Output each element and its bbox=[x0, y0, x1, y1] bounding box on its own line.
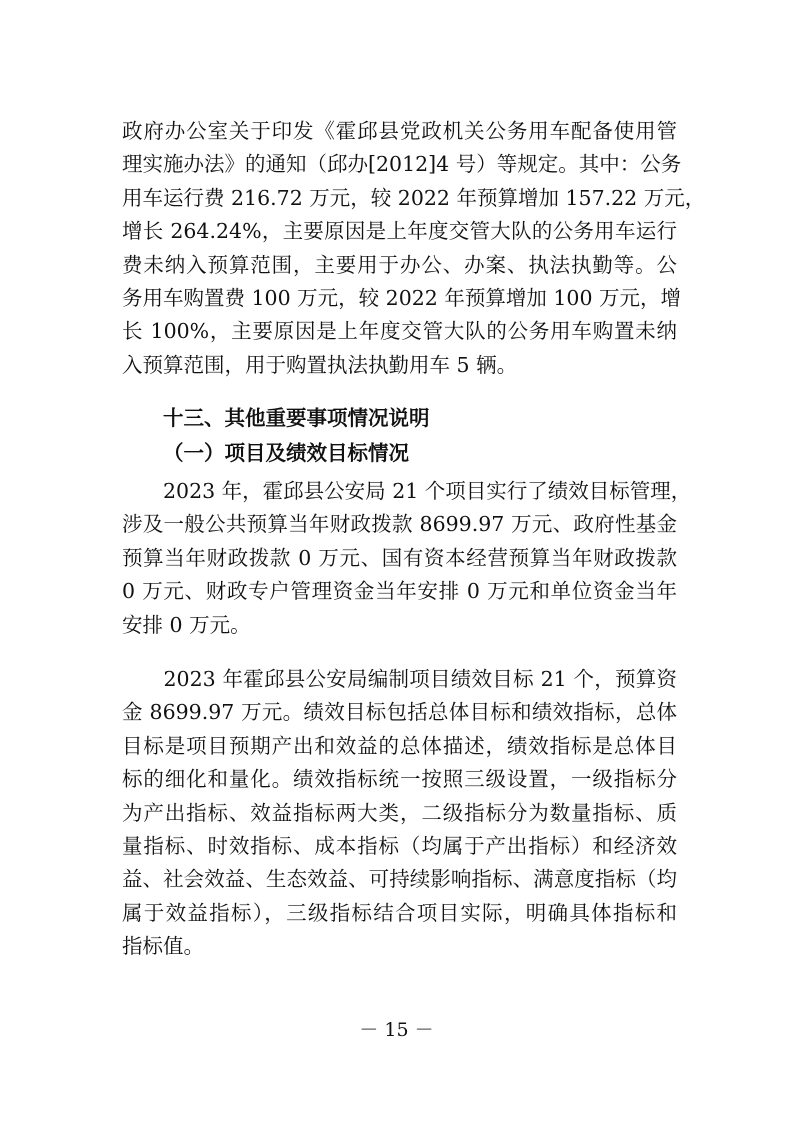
text-line: 属于效益指标），三级指标结合项目实际，明确具体指标和 bbox=[122, 900, 677, 925]
text-line: 金 8699.97 万元。绩效目标包括总体目标和绩效指标，总体 bbox=[122, 700, 677, 725]
text-line: 2023 年，霍邱县公安局 21 个项目实行了绩效目标管理， bbox=[122, 479, 692, 503]
text-line: 增长 264.24%，主要原因是上年度交管大队的公务用车运行 bbox=[122, 219, 677, 244]
page-number: － 15 － bbox=[359, 1019, 434, 1041]
text-line: 预算当年财政拨款 0 万元、国有资本经营预算当年财政拨款 bbox=[122, 545, 677, 570]
subsection-heading: （一）项目及绩效目标情况 bbox=[163, 441, 409, 465]
text-line: 费未纳入预算范围，主要用于办公、办案、执法执勤等。公 bbox=[122, 252, 677, 277]
text-line: 务用车购置费 100 万元，较 2022 年预算增加 100 万元，增 bbox=[122, 285, 682, 310]
text-line: 0 万元、财政专户管理资金当年安排 0 万元和单位资金当年 bbox=[122, 579, 677, 604]
text-line: 指标值。 bbox=[122, 934, 204, 959]
text-line: 为产出指标、效益指标两大类，二级指标分为数量指标、质 bbox=[122, 800, 677, 825]
text-line: 2023 年霍邱县公安局编制项目绩效目标 21 个，预算资 bbox=[122, 667, 677, 691]
text-line: 量指标、时效指标、成本指标（均属于产出指标）和经济效 bbox=[122, 833, 677, 858]
text-line: 涉及一般公共预算当年财政拨款 8699.97 万元、政府性基金 bbox=[122, 512, 677, 537]
text-line: 理实施办法》的通知（邱办[2012]4 号）等规定。其中：公务 bbox=[122, 152, 682, 177]
text-line: 入预算范围，用于购置执法执勤用车 5 辆。 bbox=[122, 352, 518, 377]
text-line: 标的细化和量化。绩效指标统一按照三级设置，一级指标分 bbox=[122, 767, 677, 792]
text-line: 长 100%，主要原因是上年度交管大队的公务用车购置未纳 bbox=[122, 319, 677, 344]
text-line: 安排 0 万元。 bbox=[122, 612, 251, 637]
text-line: 政府办公室关于印发《霍邱县党政机关公务用车配备使用管 bbox=[122, 119, 677, 143]
text-line: 用车运行费 216.72 万元，较 2022 年预算增加 157.22 万元， bbox=[122, 185, 706, 210]
paragraph-performance-indicators bbox=[122, 663, 677, 964]
paragraph-vehicle-costs bbox=[122, 115, 706, 382]
paragraph-project-goals bbox=[122, 475, 692, 642]
section-heading: 十三、其他重要事项情况说明 bbox=[163, 406, 430, 430]
text-line: 益、社会效益、生态效益、可持续影响指标、满意度指标（均 bbox=[122, 867, 677, 892]
text-line: 目标是项目预期产出和效益的总体描述，绩效指标是总体目 bbox=[122, 733, 677, 758]
